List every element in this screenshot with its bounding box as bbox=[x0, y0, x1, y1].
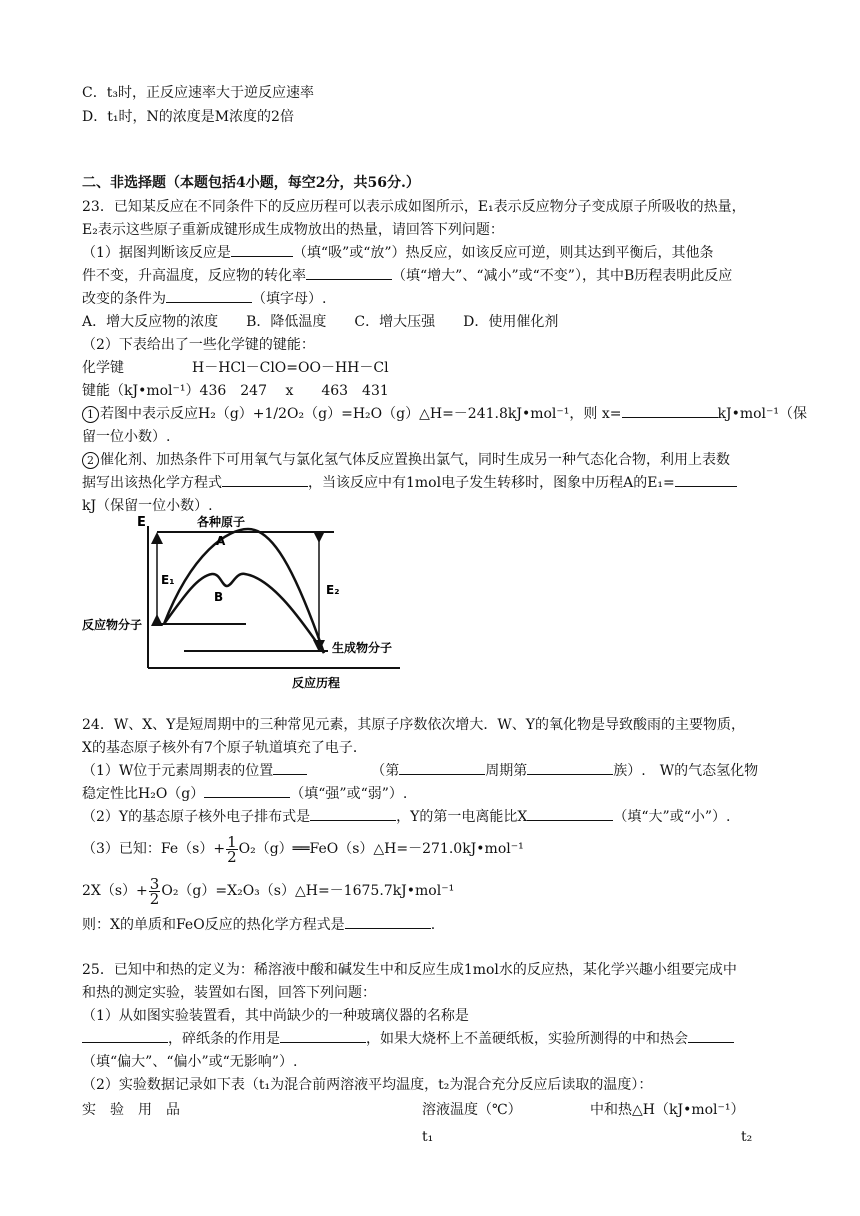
circled-two-icon: 2 bbox=[82, 452, 99, 469]
y-axis-label: E bbox=[137, 515, 146, 530]
product-label: 生成物分子 bbox=[332, 641, 393, 655]
q23-intro-2: E₂表示这些原子重新成键形成生成物放出的热量，请回答下列问题： bbox=[82, 222, 504, 238]
q23-sub2-line3: kJ（保留一位小数）. bbox=[82, 498, 213, 514]
q23-intro-1: 23．已知某反应在不同条件下的反应历程可以表示成如图所示，E₁表示反应物分子变成原子所吸收的热量， bbox=[82, 199, 746, 215]
answer-blank[interactable] bbox=[675, 472, 737, 487]
circled-one-icon: 1 bbox=[82, 406, 99, 423]
q23-sub1-line1: 1 若图中表示反应H₂（g）+1/2O₂（g）=H₂O（g）△H=－241.8kJ•mol⁻¹，则 x= kJ•mol⁻¹（保 bbox=[82, 403, 807, 425]
answer-blank[interactable] bbox=[688, 1028, 734, 1043]
energy-diagram bbox=[80, 512, 410, 692]
answer-blank[interactable] bbox=[622, 403, 718, 418]
fraction-one-half: $\frac{1}{2}$ bbox=[227, 832, 237, 866]
answer-blank[interactable] bbox=[399, 760, 485, 775]
answer-blank[interactable] bbox=[204, 783, 290, 798]
option-c: C．t₃时，正反应速率大于逆反应速率 bbox=[82, 85, 314, 101]
atoms-label: 各种原子 bbox=[197, 515, 246, 529]
q25-part1-line3: （填“偏大”、“偏小”或“无影响”）. bbox=[82, 1054, 298, 1070]
e2-label: E₂ bbox=[326, 583, 340, 597]
answer-blank[interactable] bbox=[306, 265, 392, 280]
q24-part1-line1: （1）W位于元素周期表的位置 （第 周期第 族）. W的气态氢化物 bbox=[82, 760, 758, 782]
table-header-t1: t₁ bbox=[422, 1129, 434, 1145]
q24-part2: （2）Y的基态原子核外电子排布式是 ，Y的第一电离能比X （填“大”或“小”）. bbox=[82, 806, 730, 828]
q23-sub2-line1: 2 催化剂、加热条件下可用氧气与氯化氢气体反应置换出氯气，同时生成另一种气态化合物，利用上表数 bbox=[82, 449, 730, 471]
section-title: 二、非选择题（本题包括4小题，每空2分，共56分.） bbox=[82, 175, 420, 191]
q25-intro-1: 25．已知中和热的定义为：稀溶液中酸和碱发生中和反应生成1mol水的反应热，某化学兴趣小组要完成中 bbox=[82, 962, 737, 978]
curve-b bbox=[164, 574, 324, 653]
curve-b-label: B bbox=[214, 590, 224, 604]
answer-blank[interactable] bbox=[82, 1028, 168, 1043]
table-header-col3: 中和热△H（kJ•mol⁻¹） bbox=[590, 1102, 745, 1118]
q24-intro-2: X的基态原子核外有7个原子轨道填充了电子． bbox=[82, 740, 367, 756]
q23-part1-line1: （1）据图判断该反应是 （填“吸”或“放”）热反应，如该反应可逆，则其达到平衡后，其他条 bbox=[82, 242, 714, 264]
q24-part3-question: 则：X的单质和FeO反应的热化学方程式是 . bbox=[82, 914, 435, 936]
q23-part1-line2: 件不变，升高温度，反应物的转化率 （填“增大”、“减小”或“不变”），其中B历程表明此反应 bbox=[82, 265, 732, 287]
answer-blank[interactable] bbox=[273, 760, 307, 775]
q23-sub2-line2: 据写出该热化学方程式 ，当该反应中有1mol电子发生转移时，图象中历程A的E₁= bbox=[82, 472, 737, 494]
bond-table-row: 化学键 H－HCl－ClO=OO－HH－Cl bbox=[82, 360, 389, 376]
e1-label: E₁ bbox=[161, 573, 175, 587]
q25-part2: （2）实验数据记录如下表（t₁为混合前两溶液平均温度，t₂为混合充分反应后读取的温度）： bbox=[82, 1077, 653, 1093]
answer-blank[interactable] bbox=[345, 914, 431, 929]
answer-blank[interactable] bbox=[527, 760, 613, 775]
q25-part1-line2: ，碎纸条的作用是 ，如果大烧杯上不盖硬纸板，实验所测得的中和热会 bbox=[82, 1028, 734, 1050]
answer-blank[interactable] bbox=[166, 288, 252, 303]
q23-part1-line3: 改变的条件为 （填字母）. bbox=[82, 288, 326, 310]
x-axis-label: 反应历程 bbox=[292, 676, 341, 690]
q24-part3-eq2: 2X（s）+ $\frac{3}{2}$ O₂（g）=X₂O₃（s）△H=－1675.7kJ•mol⁻¹ bbox=[82, 874, 455, 908]
q25-intro-2: 和热的测定实验，装置如右图，回答下列问题： bbox=[82, 985, 376, 1001]
fraction-three-halves: $\frac{3}{2}$ bbox=[149, 874, 160, 908]
answer-blank[interactable] bbox=[280, 1028, 366, 1043]
q23-sub1-line2: 留一位小数）. bbox=[82, 429, 171, 445]
q23-choices: A．增大反应物的浓度 B．降低温度 C．增大压强 D．使用催化剂 bbox=[82, 314, 559, 330]
table-header-col2: 溶液温度（℃） bbox=[422, 1102, 522, 1118]
option-d: D．t₁时，N的浓度是M浓度的2倍 bbox=[82, 109, 294, 125]
q23-part2: （2）下表给出了一些化学键的键能： bbox=[82, 337, 315, 353]
q24-part3-eq1: （3）已知：Fe（s）+ $\frac{1}{2}$ O₂（g）══FeO（s）△H=－271.0kJ•mol⁻¹ bbox=[82, 832, 524, 866]
energy-table-row: 键能（kJ•mol⁻¹）436 247 x 463 431 bbox=[82, 383, 389, 399]
reactant-label: 反应物分子 bbox=[82, 618, 143, 632]
q25-part1-line1: （1）从如图实验装置看，其中尚缺少的一种玻璃仪器的名称是 bbox=[82, 1008, 469, 1024]
table-header-t2: t₂ bbox=[741, 1129, 753, 1145]
answer-blank[interactable] bbox=[222, 472, 308, 487]
q24-part1-line2: 稳定性比H₂O（g） （填“强”或“弱”）. bbox=[82, 783, 407, 805]
answer-blank[interactable] bbox=[231, 242, 293, 257]
table-header-col1: 实 验 用 品 bbox=[82, 1102, 180, 1118]
answer-blank[interactable] bbox=[527, 806, 613, 821]
q24-intro-1: 24．W、X、Y是短周期中的三种常见元素，其原子序数依次增大．W、Y的氧化物是导致酸雨的主要物质， bbox=[82, 717, 746, 733]
answer-blank[interactable] bbox=[310, 806, 396, 821]
curve-a-label: A bbox=[216, 534, 226, 548]
